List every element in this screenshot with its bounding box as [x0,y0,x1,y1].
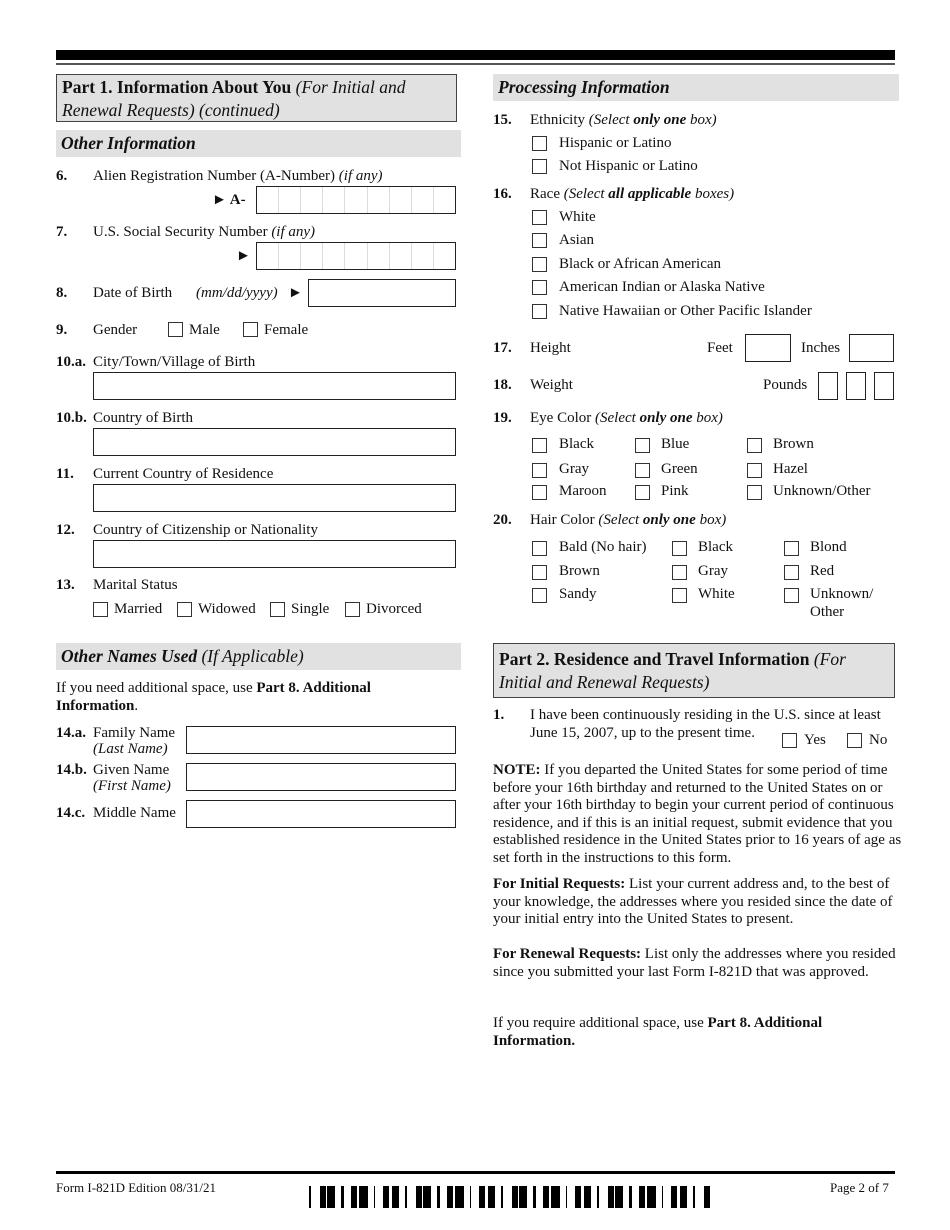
q8-hint: (mm/dd/yyyy) [196,285,278,301]
digit-cell[interactable] [368,187,390,213]
option-label: Maroon [559,483,607,499]
feet-label: Feet [707,340,733,356]
residing-yes-checkbox[interactable] [782,733,797,748]
q10a-number: 10.a. [56,354,86,370]
page-number: Page 2 of 7 [830,1180,889,1195]
q20-option-checkbox[interactable] [784,541,799,556]
footer-rule [56,1171,895,1174]
option-label: Single [291,601,330,617]
q20-option-checkbox[interactable] [784,588,799,603]
q20-option-checkbox[interactable] [672,541,687,556]
digit-cell[interactable] [279,187,301,213]
weight-digit-3-input[interactable] [874,372,894,400]
citizenship-input[interactable] [93,540,456,568]
p2q1-number: 1. [493,707,505,723]
form-edition: Form I-821D Edition 08/31/21 [56,1180,216,1195]
country-of-birth-input[interactable] [93,428,456,456]
q10b-number: 10.b. [56,410,87,426]
option-label: Green [661,461,698,477]
option-label: Blond [810,539,847,555]
q12-number: 12. [56,522,75,538]
q14b-number: 14.b. [56,762,87,778]
q12-label: Country of Citizenship or Nationality [93,522,318,538]
digit-cell[interactable] [368,243,390,269]
q18-number: 18. [493,377,512,393]
option-label: Sandy [559,586,597,602]
pounds-label: Pounds [763,377,808,393]
q7-number: 7. [56,224,68,240]
a-number-prefix: ► A- [212,192,246,208]
q14a-number: 14.a. [56,725,86,741]
arrow-icon: ► [236,248,251,264]
q9-label: Gender [93,322,138,338]
q19-number: 19. [493,410,512,426]
option-label: Female [264,322,309,338]
q19-option-checkbox[interactable] [635,463,650,478]
digit-cell[interactable] [390,243,412,269]
q20-option-checkbox[interactable] [672,588,687,603]
q15-option-checkbox[interactable] [532,136,547,151]
q11-label: Current Country of Residence [93,466,274,482]
option-label: Blue [661,436,690,452]
q18-label: Weight [530,377,573,393]
q11-number: 11. [56,466,74,482]
q19-option-checkbox[interactable] [747,485,762,500]
digit-cell[interactable] [412,187,434,213]
marital-widowed-checkbox[interactable] [177,602,192,617]
q8-label: Date of Birth [93,285,173,301]
q13-number: 13. [56,577,75,593]
option-label: Widowed [198,601,256,617]
q10a-label: City/Town/Village of Birth [93,354,256,370]
q17-number: 17. [493,340,512,356]
option-label: Married [114,601,163,617]
option-label: Black [559,436,594,452]
additional-space-paragraph: If you require additional space, use Part 8. Additional Information. [493,1015,823,1049]
height-feet-input[interactable] [745,334,791,362]
digit-cell[interactable] [390,187,412,213]
q15-label: Ethnicity (Select only one box) [530,112,717,128]
q19-option-checkbox[interactable] [747,463,762,478]
q6-number: 6. [56,168,68,184]
option-label: Red [810,563,835,579]
q14b-hint: (First Name) [93,778,171,794]
q20-option-checkbox[interactable] [784,565,799,580]
option-label: Hispanic or Latino [559,135,672,151]
option-label: Brown [773,436,814,452]
option-label: Black [698,539,733,555]
part1-header: Part 1. Information About You (For Initial and Renewal Requests) (continued) [56,74,457,122]
given-name-input[interactable] [186,763,456,791]
digit-cell[interactable] [345,243,367,269]
q19-option-checkbox[interactable] [635,485,650,500]
option-label: American Indian or Alaska Native [559,279,765,295]
q19-option-checkbox[interactable] [747,438,762,453]
digit-cell[interactable] [301,187,323,213]
initial-requests-paragraph: For Initial Requests: List your current address and, to the best of your knowledge, the addresses where you resided since the date of your initial entry into the United States to present. [493,876,893,927]
digit-cell[interactable] [434,243,455,269]
part2-header: Part 2. Residence and Travel Information (For Initial and Renewal Requests) [493,643,895,698]
q15-option-checkbox[interactable] [532,159,547,174]
arrow-icon: ► [288,285,303,301]
other-names-header: Other Names Used (If Applicable) [56,643,461,670]
top-rule [56,50,895,60]
q17-label: Height [530,340,571,356]
option-label: Not Hispanic or Latino [559,158,698,174]
date-of-birth-input[interactable] [308,279,456,307]
q14a-label: Family Name [93,725,176,741]
q20-option-checkbox[interactable] [532,588,547,603]
q16-option-checkbox[interactable] [532,304,547,319]
q16-number: 16. [493,186,512,202]
q8-number: 8. [56,285,68,301]
option-label: Hazel [773,461,808,477]
p2q1-line2: June 15, 2007, up to the present time. [530,725,755,741]
digit-cell[interactable] [434,187,455,213]
option-label: White [698,586,735,602]
country-of-residence-input[interactable] [93,484,456,512]
digit-cell[interactable] [257,243,279,269]
q9-number: 9. [56,322,68,338]
digit-cell[interactable] [257,187,279,213]
q19-option-checkbox[interactable] [635,438,650,453]
gender-male-checkbox[interactable] [168,322,183,337]
residing-no-checkbox[interactable] [847,733,862,748]
marital-married-checkbox[interactable] [93,602,108,617]
digit-cell[interactable] [323,243,345,269]
q14b-label: Given Name [93,762,170,778]
digit-cell[interactable] [279,243,301,269]
option-label: Unknown/Other [773,483,871,499]
option-label: Yes [804,732,826,748]
other-names-note: If you need additional space, use Part 8. Additional Information. [56,680,371,714]
gender-female-checkbox[interactable] [243,322,258,337]
q20-option-checkbox[interactable] [532,565,547,580]
q16-option-checkbox[interactable] [532,210,547,225]
option-label: No [869,732,888,748]
option-label: Black or African American [559,256,722,272]
processing-information-header: Processing Information [493,74,899,101]
renewal-requests-paragraph: For Renewal Requests: List only the addresses where you resided since you submitted your last Form I-821D that was approved. [493,946,896,980]
option-label: Asian [559,232,594,248]
ssn-input[interactable] [256,242,456,270]
q15-number: 15. [493,112,512,128]
q16-label: Race (Select all applicable boxes) [530,186,735,202]
option-label: Pink [661,483,689,499]
option-label: Brown [559,563,600,579]
q14c-number: 14.c. [56,805,86,821]
q16-option-checkbox[interactable] [532,280,547,295]
option-label: Gray [698,563,728,579]
q19-option-checkbox[interactable] [532,438,547,453]
option-label: Gray [559,461,589,477]
option-label: White [559,209,596,225]
marital-single-checkbox[interactable] [270,602,285,617]
digit-cell[interactable] [412,243,434,269]
q14a-hint: (Last Name) [93,741,168,757]
top-thin-rule [56,63,895,65]
q16-option-checkbox[interactable] [532,257,547,272]
note-paragraph: NOTE: If you departed the United States for some period of time before your 16th birthday and returned to the United States on or after your 16th birthday to begin your current period of continuous residence, and if this is an initial request, submit evidence that you established residence in the United States prior to 16 years of age as set forth in the instructions to this form. [493,762,902,866]
barcode-icon [305,1186,713,1208]
q14c-label: Middle Name [93,805,176,821]
option-label: Divorced [366,601,422,617]
digit-cell[interactable] [345,187,367,213]
q16-option-checkbox[interactable] [532,233,547,248]
other-information-header: Other Information [56,130,461,157]
height-inches-input[interactable] [849,334,894,362]
marital-divorced-checkbox[interactable] [345,602,360,617]
q20-label: Hair Color (Select only one box) [530,512,727,528]
q10b-label: Country of Birth [93,410,193,426]
q19-option-checkbox[interactable] [532,485,547,500]
inches-label: Inches [801,340,841,356]
digit-cell[interactable] [301,243,323,269]
digit-cell[interactable] [323,187,345,213]
q19-label: Eye Color (Select only one box) [530,410,723,426]
family-name-input[interactable] [186,726,456,754]
option-label: Native Hawaiian or Other Pacific Islander [559,303,812,319]
q20-option-checkbox[interactable] [532,541,547,556]
a-number-input[interactable] [256,186,456,214]
option-label: Bald (No hair) [559,539,647,555]
q13-label: Marital Status [93,577,178,593]
option-label: Male [189,322,220,338]
middle-name-input[interactable] [186,800,456,828]
option-label: Unknown/ Other [810,586,874,620]
q20-option-checkbox[interactable] [672,565,687,580]
weight-digit-2-input[interactable] [846,372,866,400]
weight-digit-1-input[interactable] [818,372,838,400]
q7-label: U.S. Social Security Number (if any) [93,224,316,240]
q6-label: Alien Registration Number (A-Number) (if any) [93,168,383,184]
p2q1-line1: I have been continuously residing in the U.S. since at least [530,707,881,723]
city-of-birth-input[interactable] [93,372,456,400]
q19-option-checkbox[interactable] [532,463,547,478]
q20-number: 20. [493,512,512,528]
